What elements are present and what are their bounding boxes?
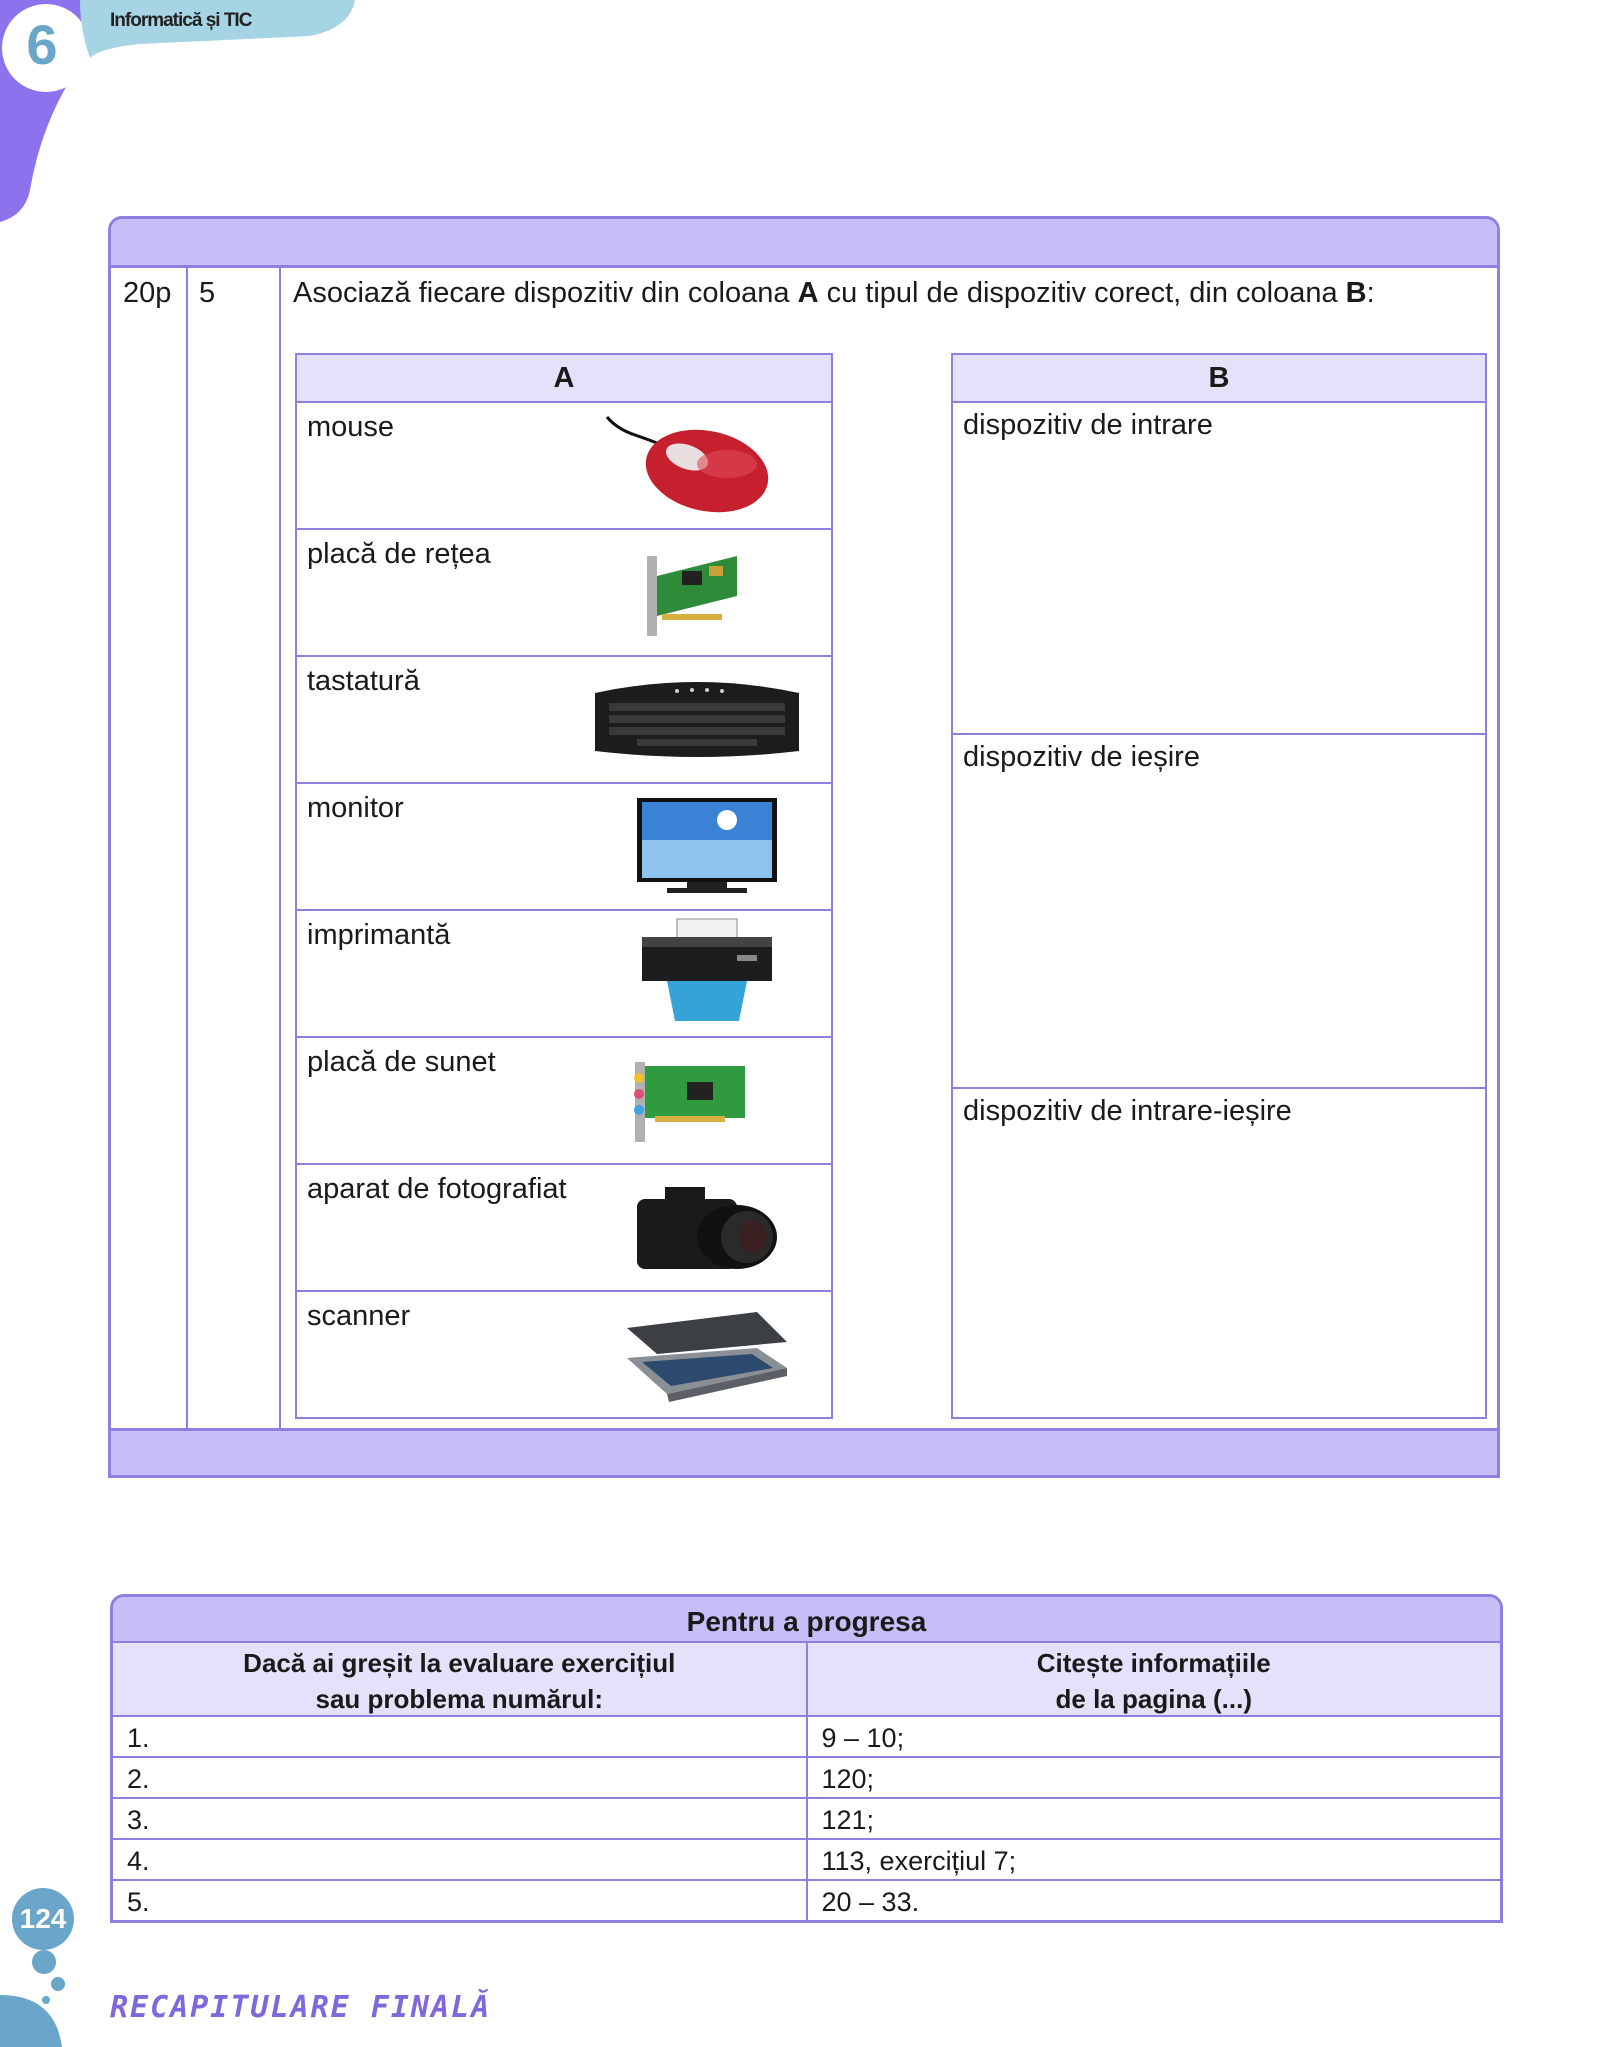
column-a-row [297, 403, 831, 530]
instruction-text: Asociază fiecare dispozitiv din coloana [293, 277, 798, 309]
instruction-column-b: B [1345, 277, 1367, 309]
device-label: scanner [307, 1300, 411, 1332]
section-title: RECAPITULARE FINALĂ [110, 1990, 492, 2025]
exercise-header-bar [111, 219, 1497, 268]
device-label: imprimantă [307, 919, 451, 951]
column-b-row [953, 1089, 1485, 1419]
column-a-row [297, 530, 831, 657]
problem-number: 3. [113, 1799, 808, 1838]
column-b-table [951, 353, 1487, 1419]
page-reference: 120; [821, 1764, 875, 1794]
problem-number: 1. [113, 1717, 808, 1756]
column-a-row [297, 657, 831, 784]
column-b-header: B [953, 355, 1485, 403]
problem-number: 4. [113, 1840, 808, 1879]
instruction-column-a: A [797, 277, 819, 309]
column-b-row [953, 735, 1485, 1089]
progress-header-pages [808, 1643, 1501, 1715]
column-a-header: A [297, 355, 831, 403]
progress-row [113, 1840, 1500, 1881]
device-label: aparat de fotografiat [307, 1173, 567, 1205]
page-reference: 20 – 33. [821, 1887, 920, 1917]
progress-row [113, 1881, 1500, 1920]
network-card-image [587, 536, 807, 648]
progress-table [110, 1594, 1503, 1923]
page-number: 124 [12, 1888, 74, 1950]
page-reference: 9 – 10; [821, 1723, 905, 1753]
device-type-label: dispozitiv de intrare [963, 409, 1213, 441]
exercise-number: 5 [199, 277, 216, 309]
footer-decoration [0, 1940, 80, 2047]
subject-title: Informatică și TIC [110, 10, 252, 31]
column-divider [186, 268, 188, 1428]
device-label: placă de sunet [307, 1046, 496, 1078]
keyboard-image [587, 663, 807, 775]
printer-image [587, 917, 807, 1029]
chapter-number: 6 [26, 13, 58, 76]
device-label: placă de rețea [307, 538, 491, 570]
camera-image [587, 1171, 807, 1283]
column-divider [279, 268, 281, 1428]
column-a-row [297, 1165, 831, 1292]
header-line: de la pagina (...) [1055, 1684, 1252, 1714]
header-line: Dacă ai greșit la evaluare exercițiul [243, 1648, 676, 1678]
progress-title: Pentru a progresa [113, 1597, 1500, 1643]
device-label: tastatură [307, 665, 420, 697]
header-line: sau problema numărul: [315, 1684, 603, 1714]
exercise-instruction [293, 277, 1375, 310]
instruction-text: : [1366, 277, 1375, 309]
column-a-row [297, 1038, 831, 1165]
instruction-text: cu tipul de dispozitiv corect, din coloana [818, 277, 1346, 309]
exercise-frame [108, 216, 1500, 1478]
column-a-row [297, 1292, 831, 1417]
monitor-image [587, 790, 807, 902]
problem-number: 2. [113, 1758, 808, 1797]
progress-header-row [113, 1643, 1500, 1717]
progress-row [113, 1758, 1500, 1799]
column-a-row [297, 911, 831, 1038]
device-label: monitor [307, 792, 404, 824]
sound-card-image [587, 1044, 807, 1156]
exercise-points: 20p [123, 277, 172, 309]
progress-row [113, 1799, 1500, 1840]
device-type-label: dispozitiv de ieșire [963, 741, 1200, 773]
column-a-row [297, 784, 831, 911]
page-reference: 113, exercițiul 7; [821, 1846, 1017, 1876]
page-reference: 121; [821, 1805, 875, 1835]
header-line: Citește informațiile [1036, 1648, 1271, 1678]
exercise-footer-bar [111, 1428, 1497, 1475]
device-label: mouse [307, 411, 395, 443]
progress-row [113, 1717, 1500, 1758]
problem-number: 5. [113, 1881, 808, 1920]
scanner-image [587, 1298, 807, 1410]
progress-header-mistake [113, 1643, 808, 1715]
mouse-image [587, 409, 807, 521]
column-b-row [953, 403, 1485, 735]
device-type-label: dispozitiv de intrare-ieșire [963, 1095, 1292, 1127]
column-a-table [295, 353, 833, 1419]
